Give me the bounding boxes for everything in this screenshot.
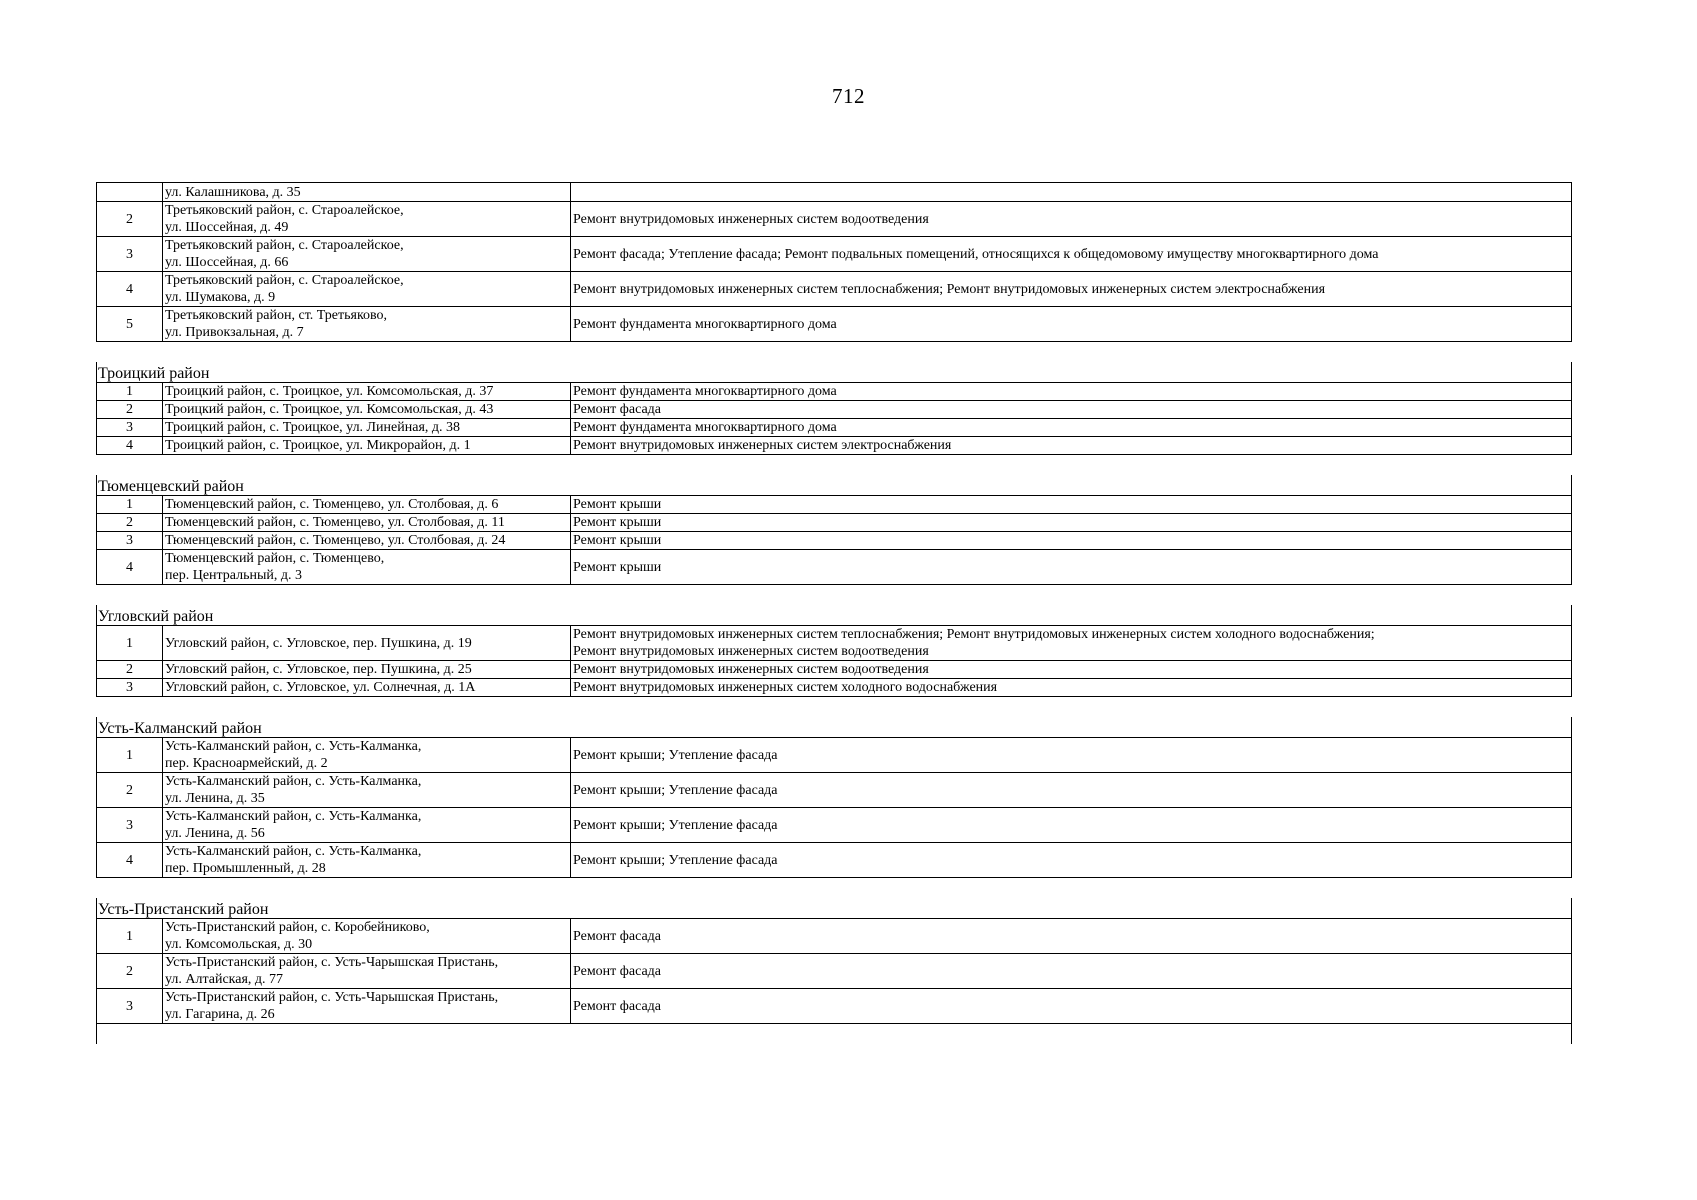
row-number-cell: 3 [97, 532, 163, 550]
region-header-row [97, 605, 1572, 626]
address-line: пер. Центральный, д. 3 [165, 568, 303, 583]
address-cell [163, 401, 571, 419]
work-cell [571, 773, 1572, 808]
table-row [97, 272, 1572, 307]
table-row [97, 550, 1572, 585]
row-number-cell: 5 [97, 307, 163, 342]
address-cell [163, 919, 571, 954]
row-number-cell: 3 [97, 989, 163, 1024]
table-row [97, 773, 1572, 808]
work-cell [571, 626, 1572, 661]
address-line: Третьяковский район, с. Староалейское, [165, 273, 404, 288]
work-line: Ремонт крыши [573, 559, 662, 575]
region-name: Угловский район [97, 605, 1572, 626]
row-number-cell: 2 [97, 202, 163, 237]
address-line: ул. Привокзальная, д. 7 [165, 325, 304, 340]
work-line: Ремонт крыши [573, 515, 662, 530]
address-line: Третьяковский район, с. Староалейское, [165, 238, 404, 253]
work-line: Ремонт фасада [573, 963, 662, 979]
spacer-row [97, 697, 1572, 718]
address-cell [163, 954, 571, 989]
work-cell [571, 661, 1572, 679]
spacer-cell [97, 878, 1572, 899]
work-line: Ремонт внутридомовых инженерных систем теплоснабжения; Ремонт внутридомовых инженерных систем электроснабжения [573, 281, 1326, 297]
work-line: Ремонт фундамента многоквартирного дома [573, 384, 837, 399]
address-line: Третьяковский район, ст. Третьяково, [165, 308, 388, 323]
table-row [97, 307, 1572, 342]
row-number-cell: 2 [97, 661, 163, 679]
table-row [97, 514, 1572, 532]
table-row [97, 437, 1572, 455]
address-cell [163, 437, 571, 455]
table-row [97, 626, 1572, 661]
region-header-row [97, 362, 1572, 383]
work-cell [571, 437, 1572, 455]
spacer-row [97, 878, 1572, 899]
address-line: Троицкий район, с. Троицкое, ул. Комсомольская, д. 43 [165, 402, 494, 417]
table-row [97, 738, 1572, 773]
address-cell [163, 661, 571, 679]
work-cell [571, 514, 1572, 532]
address-cell [163, 843, 571, 878]
address-cell [163, 989, 571, 1024]
table-end-row [97, 1024, 1572, 1045]
work-line: Ремонт крыши [573, 533, 662, 548]
table-row [97, 419, 1572, 437]
region-header-row [97, 475, 1572, 496]
page-number: 712 [832, 84, 865, 108]
work-cell [571, 808, 1572, 843]
region-name: Троицкий район [97, 362, 1572, 383]
address-line: Тюменцевский район, с. Тюменцево, ул. Столбовая, д. 24 [165, 533, 506, 548]
work-cell [571, 679, 1572, 697]
region-header-row [97, 717, 1572, 738]
address-line: ул. Шоссейная, д. 49 [165, 220, 289, 235]
work-line: Ремонт фасада [573, 402, 662, 417]
address-line: ул. Ленина, д. 35 [165, 791, 265, 806]
row-number-cell: 1 [97, 738, 163, 773]
work-line: Ремонт крыши [573, 497, 662, 512]
address-cell [163, 773, 571, 808]
address-line: Троицкий район, с. Троицкое, ул. Микрорайон, д. 1 [165, 438, 471, 453]
address-line: Угловский район, с. Угловское, пер. Пушкина, д. 19 [165, 635, 472, 651]
address-line: Третьяковский район, с. Староалейское, [165, 203, 404, 218]
row-number-cell: 1 [97, 383, 163, 401]
repair-program-table [96, 182, 1572, 1044]
address-line: Троицкий район, с. Троицкое, ул. Комсомольская, д. 37 [165, 384, 494, 399]
address-line: пер. Красноармейский, д. 2 [165, 756, 328, 771]
work-cell [571, 202, 1572, 237]
work-line: Ремонт фасада [573, 928, 662, 944]
work-cell [571, 919, 1572, 954]
table-row-continuation [97, 183, 1572, 202]
row-number-cell: 2 [97, 514, 163, 532]
table-row [97, 383, 1572, 401]
work-line: Ремонт внутридомовых инженерных систем холодного водоснабжения [573, 680, 998, 695]
address-cell: ул. Калашникова, д. 35 [163, 183, 571, 202]
address-line: ул. Шоссейная, д. 66 [165, 255, 289, 270]
spacer-cell [97, 697, 1572, 718]
row-number-cell: 4 [97, 843, 163, 878]
work-cell [571, 183, 1572, 202]
address-line: Усть-Калманский район, с. Усть-Калманка, [165, 844, 422, 859]
work-cell [571, 843, 1572, 878]
work-line: Ремонт крыши; Утепление фасада [573, 852, 778, 868]
spacer-row [97, 455, 1572, 476]
row-number-cell: 3 [97, 419, 163, 437]
address-cell [163, 383, 571, 401]
address-cell [163, 272, 571, 307]
row-number-cell: 4 [97, 272, 163, 307]
address-line: пер. Промышленный, д. 28 [165, 861, 326, 876]
work-cell [571, 738, 1572, 773]
work-cell [571, 954, 1572, 989]
region-name: Усть-Пристанский район [97, 898, 1572, 919]
spacer-cell [97, 342, 1572, 363]
table-row [97, 237, 1572, 272]
address-cell [163, 237, 571, 272]
work-line: Ремонт фасада; Утепление фасада; Ремонт подвальных помещений, относящихся к общедомовому имуществу многоквартирного дома [573, 246, 1379, 262]
table-row [97, 679, 1572, 697]
work-cell [571, 496, 1572, 514]
address-cell [163, 808, 571, 843]
table-row [97, 661, 1572, 679]
address-cell [163, 532, 571, 550]
work-line: Ремонт внутридомовых инженерных систем водоотведения [573, 662, 929, 677]
table-row [97, 496, 1572, 514]
work-line: Ремонт внутридомовых инженерных систем водоотведения [573, 644, 929, 659]
row-number-cell: 1 [97, 496, 163, 514]
address-line: Усть-Пристанский район, с. Коробейниково, [165, 920, 430, 935]
spacer-cell [97, 455, 1572, 476]
address-line: ул. Алтайская, д. 77 [165, 972, 284, 987]
work-line: Ремонт внутридомовых инженерных систем водоотведения [573, 211, 929, 227]
work-line: Ремонт крыши; Утепление фасада [573, 782, 778, 798]
row-number-cell: 3 [97, 237, 163, 272]
address-cell [163, 626, 571, 661]
spacer-row [97, 585, 1572, 606]
work-line: Ремонт фундамента многоквартирного дома [573, 316, 837, 332]
work-cell [571, 550, 1572, 585]
row-number-cell [97, 183, 163, 202]
address-line: Угловский район, с. Угловское, ул. Солнечная, д. 1А [165, 680, 476, 695]
row-number-cell: 2 [97, 401, 163, 419]
address-line: ул. Ленина, д. 56 [165, 826, 265, 841]
address-cell [163, 202, 571, 237]
address-line: ул. Шумакова, д. 9 [165, 290, 276, 305]
address-line: Усть-Пристанский район, с. Усть-Чарышская Пристань, [165, 990, 499, 1005]
work-cell [571, 307, 1572, 342]
table-row [97, 989, 1572, 1024]
work-cell [571, 419, 1572, 437]
table-body [97, 183, 1572, 1045]
address-line: Тюменцевский район, с. Тюменцево, [165, 551, 385, 566]
table-row [97, 532, 1572, 550]
address-line: ул. Комсомольская, д. 30 [165, 937, 313, 952]
address-line: Тюменцевский район, с. Тюменцево, ул. Столбовая, д. 6 [165, 497, 499, 512]
table-row [97, 202, 1572, 237]
table-row [97, 401, 1572, 419]
address-line: Тюменцевский район, с. Тюменцево, ул. Столбовая, д. 11 [165, 515, 505, 530]
row-number-cell: 3 [97, 808, 163, 843]
address-cell [163, 419, 571, 437]
work-cell [571, 532, 1572, 550]
spacer-cell [97, 585, 1572, 606]
row-number-cell: 3 [97, 679, 163, 697]
row-number-cell: 4 [97, 437, 163, 455]
row-number-cell: 1 [97, 919, 163, 954]
address-cell [163, 496, 571, 514]
address-cell [163, 307, 571, 342]
address-line: Угловский район, с. Угловское, пер. Пушкина, д. 25 [165, 662, 472, 677]
address-line: ул. Гагарина, д. 26 [165, 1007, 275, 1022]
table-row [97, 843, 1572, 878]
address-line: Троицкий район, с. Троицкое, ул. Линейная, д. 38 [165, 420, 461, 435]
work-line: Ремонт фасада [573, 998, 662, 1014]
table-row [97, 808, 1572, 843]
row-number-cell: 2 [97, 954, 163, 989]
row-number-cell: 1 [97, 626, 163, 661]
spacer-row [97, 342, 1572, 363]
row-number-cell: 4 [97, 550, 163, 585]
address-line: Усть-Калманский район, с. Усть-Калманка, [165, 809, 422, 824]
work-cell [571, 383, 1572, 401]
table-row [97, 919, 1572, 954]
end-cell [97, 1024, 1572, 1045]
work-cell [571, 989, 1572, 1024]
work-line: Ремонт внутридомовых инженерных систем теплоснабжения; Ремонт внутридомовых инженерных систем холодного водоснабжения; [573, 627, 1375, 642]
address-cell [163, 514, 571, 532]
address-cell [163, 550, 571, 585]
work-cell [571, 401, 1572, 419]
work-line: Ремонт крыши; Утепление фасада [573, 747, 778, 763]
address-line: Усть-Калманский район, с. Усть-Калманка, [165, 774, 422, 789]
address-line: Усть-Пристанский район, с. Усть-Чарышская Пристань, [165, 955, 499, 970]
address-cell [163, 738, 571, 773]
work-cell [571, 272, 1572, 307]
region-header-row [97, 898, 1572, 919]
work-cell [571, 237, 1572, 272]
region-name: Тюменцевский район [97, 475, 1572, 496]
region-name: Усть-Калманский район [97, 717, 1572, 738]
work-line: Ремонт внутридомовых инженерных систем электроснабжения [573, 438, 952, 453]
work-line: Ремонт крыши; Утепление фасада [573, 817, 778, 833]
row-number-cell: 2 [97, 773, 163, 808]
address-cell [163, 679, 571, 697]
table-row [97, 954, 1572, 989]
address-line: Усть-Калманский район, с. Усть-Калманка, [165, 739, 422, 754]
work-line: Ремонт фундамента многоквартирного дома [573, 420, 837, 435]
